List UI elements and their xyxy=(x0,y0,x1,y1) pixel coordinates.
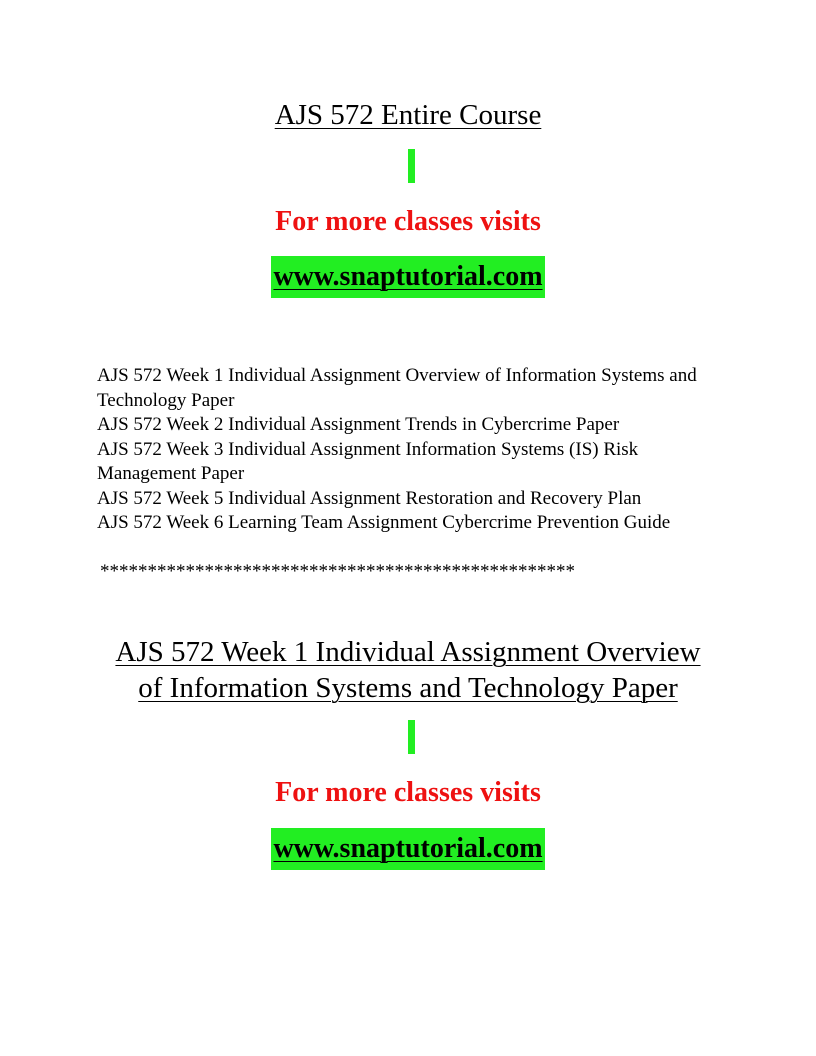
list-item: AJS 572 Week 6 Learning Team Assignment Cybercrime Prevention Guide xyxy=(97,512,671,533)
snaptutorial-link[interactable]: www.snaptutorial.com xyxy=(271,256,544,298)
list-item: AJS 572 Week 1 Individual Assignment Overview of Information Systems and Technology Paper xyxy=(97,365,697,411)
list-item: AJS 572 Week 5 Individual Assignment Restoration and Recovery Plan xyxy=(97,487,642,509)
week1-title-line2: of Information Systems and Technology Paper xyxy=(138,672,678,704)
week1-title xyxy=(60,634,756,706)
snaptutorial-link-container xyxy=(0,256,816,298)
promo-text: For more classes visits xyxy=(275,206,541,237)
snaptutorial-link-container xyxy=(0,828,816,870)
separator-stars: ************************************************** xyxy=(100,561,575,582)
green-marker-bar xyxy=(408,149,415,183)
week1-title-line1: AJS 572 Week 1 Individual Assignment Overview xyxy=(115,636,701,668)
list-item: AJS 572 Week 3 Individual Assignment Information Systems (IS) Risk Management Paper xyxy=(97,438,639,484)
course-title: AJS 572 Entire Course xyxy=(274,99,542,131)
green-marker-bar xyxy=(408,720,415,754)
promo-text: For more classes visits xyxy=(275,777,541,808)
assignment-list xyxy=(97,364,737,536)
snaptutorial-link[interactable]: www.snaptutorial.com xyxy=(271,828,544,870)
list-item: AJS 572 Week 2 Individual Assignment Trends in Cybercrime Paper xyxy=(97,414,620,435)
